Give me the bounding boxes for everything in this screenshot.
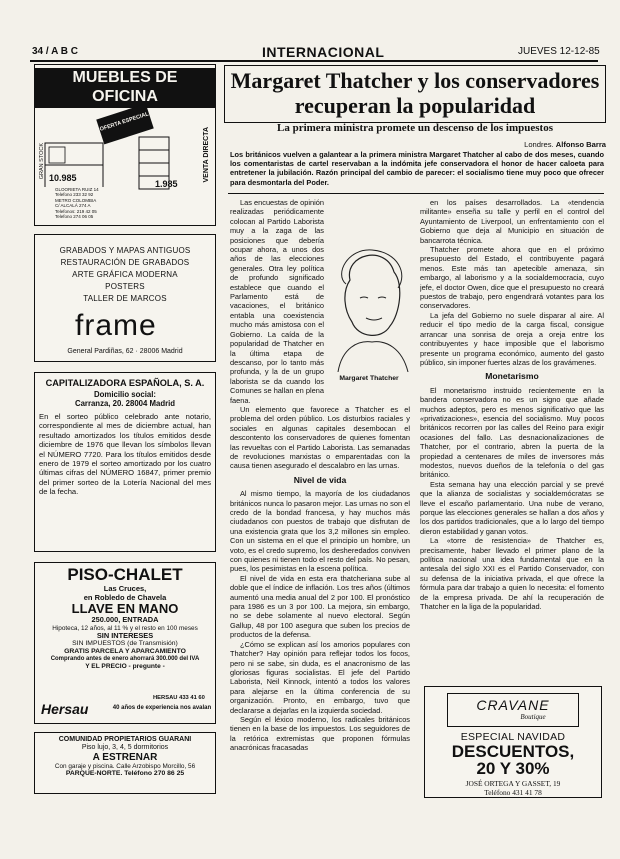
ad-furniture-side1: VENTA DIRECTA <box>203 127 210 183</box>
article-subhead: La primera ministra promete un descenso de los impuestos <box>276 122 553 134</box>
addr-line: GLOORIETA RUIZ 14 <box>55 187 99 192</box>
ad-furniture-price1: 10.985 <box>49 173 77 183</box>
col1-p5: ¿Cómo se explican así los amorios populares con Thatcher? Hay opinión para reflejar todos los focos, pero ni se sabe, sin duda, es el anacronismo de las gloriosas figuras socialistas. El jefe del Partido Laborista, Neil Kinnock, intentó a todos los valores para alejarse en la última conferencia de su organización. Pronto, en embargo, tuvo que declararse a dejarlas en la izquierda sociedad. <box>230 639 410 715</box>
addr-line: METRO COLOMBIA <box>55 197 97 203</box>
ad-guarani-l1: COMUNIDAD PROPIETARIOS GUARANI <box>58 736 192 743</box>
page-number: 34 / A B C <box>32 46 78 57</box>
cravane-l3: 20 Y 30% <box>476 759 550 778</box>
ad-office-furniture <box>34 64 216 226</box>
ad-furniture-line1: MUEBLES DE <box>72 69 178 86</box>
ad-furniture-address <box>55 187 99 219</box>
ad-cap-addr: Carranza, 20. 28004 Madrid <box>74 399 176 408</box>
cravane-sub: Boutique <box>520 713 546 721</box>
ad-piso-l6: SIN INTERESES <box>96 631 154 640</box>
portrait-icon <box>328 244 410 372</box>
ad-piso-l9: Comprando antes de enero ahorrará 300.000 del IVA <box>50 656 200 663</box>
cravane-logo <box>447 693 579 727</box>
article-column-1 <box>230 198 410 858</box>
ad-frame-gallery <box>34 234 216 362</box>
ad-guarani-l4: Con garaje y piscina. Calle Arzobispo Morcillo, 56 <box>54 763 196 770</box>
ad-piso-l4: 250.000, ENTRADA <box>91 615 159 625</box>
col2-p5: Esta semana hay una elección parcial y se prevé que la alianza de socialistas y socialdemócratas se lleve el escaño parlamentario. Una nube de verano, porque las elecciones generales se hallan a dos años y los dos partidos tradicionales, que a lo largo del tiempo dieron estabilidad y ganan votos. <box>420 479 604 536</box>
photo-caption: Margaret Thatcher <box>339 375 399 383</box>
ad-cap-body: En el sorteo público celebrado ante notario, correspondiente al mes de diciembre actual, han resultado amortizados los títulos emitidos desde diciembre de 1976 que llevan los símbolos llevan el NÚMERO 7720. Para los títulos emitidos desde enero de 1979 el sorteo amortizado por los cuatro últimas cifras del NÚMERO 16847, primer premio del primer sorteo de la Lotería Nacional del mes de la fecha. <box>39 412 211 497</box>
headline-line1: Margaret Thatcher y los conservadores <box>230 68 600 93</box>
ad-piso-chalet <box>34 562 216 724</box>
ad-frame-line: POSTERS <box>105 282 145 291</box>
addr-line: Telefono 274 06 05 <box>55 214 94 220</box>
ad-guarani-l2: Piso lujo, 3, 4, 5 dormitorios <box>81 744 169 751</box>
col2-p1: en los países desarrollados. La «tendencia militante» enseña su talle y perfil en el control del Ayuntamiento de Liverpool, un enfrentamiento con el Gobierno que deja al Municipio en situación de bancarrota técnica. <box>420 198 604 245</box>
col1-p1: Las encuestas de opinión realizadas periódicamente colocan al Partido Laborista muy a la zaga de las posiciones que debería ocupar ahora, a unos dos años de las elecciones generales. Otra ley política de profundo significado establece que cuando el Parlamento está de vacaciones, el británico entabla una coexistencia mucho más amistosa con el Gobierno. La caída de la popularidad de Thatcher en la última etapa de descanso, por lo tanto más profunda, y la de un grupo laborista se da cuando los Comunes se hallan en plena faena. <box>230 198 324 405</box>
ad-piso-brand: Hersau <box>41 701 89 717</box>
col2-p3: La jefa del Gobierno no suele disparar al aire. Al reducir el tipo medio de la carga fiscal, consigue arrancar una sonrisa de oreja a oreja entre los contribuyentes y hace imposible que el laborismo presente un programa económico, aumento del gasto público, sin imponer fuertes alzas de los gravámenes. <box>420 310 604 367</box>
col2-p6: La «torre de resistencia» de Thatcher es, precisamente, haber llevado el primer plano de la política nacional una idea fundamental que en la antesala del siglo XXI es el Partido Conservador, con su defensa de la iniciativa privada, el que ofrece la fórmula para dar trabajo a quien lo necesita: el fomento de la empresa privada. De ahí la recuperación de Thatcher en la liga de la popularidad. <box>420 536 604 612</box>
ad-frame-address: General Pardiñas, 62 · 28006 Madrid <box>67 348 183 355</box>
ad-frame-line: RESTAURACIÓN DE GRABADOS <box>60 258 190 267</box>
ad-furniture-price2: 1.985 <box>155 179 178 189</box>
ad-guarani <box>34 732 216 794</box>
col1-p4: El nivel de vida en esta era thatcheriana sube al doble que el índice de inflación. Los tres años (últimos aumentó una media anual del 2 por 100. El pronóstico para 1986 es un 3 por 100. La mejora, sin embargo, no se debe solamente al nuevo electoral. Según Gallup, 48 por 100 asegura que suben los precios de productos de la defensa. <box>230 573 410 640</box>
ad-piso-l5: Hipoteca, 12 años, al 11 % y el resto en 100 meses <box>52 624 198 632</box>
thatcher-photo <box>328 244 410 386</box>
ad-piso-l8: GRATIS PARCELA Y APARCAMIENTO <box>64 648 186 656</box>
section-title: INTERNACIONAL <box>262 44 385 60</box>
col2-p4: El monetarismo instruido recientemente en la bandera conservadora no es un signo que añade muchos adeptos, pero es menos significativo que las «privatizaciones», esencia del socialismo. Muy pocos británicos recorren por las calles del Reino para exigir ocasiones del fallo. Las desnacionalizaciones de Thatcher, por el contrario, abren la puerta de la propiedad a centenares de miles de inversores más modestos, nuevos dueños de la telefonía o del gas británico. <box>420 385 604 480</box>
byline-author: Alfonso Barra <box>555 140 606 149</box>
byline-place: Londres. <box>524 140 554 149</box>
ad-piso-l10: Y EL PRECIO - pregunte - <box>85 663 165 671</box>
ad-piso-l1: Las Cruces, <box>103 584 147 593</box>
addr-line: Telefono 233 32 92 <box>55 192 94 198</box>
ad-frame-line: ARTE GRÁFICA MODERNA <box>72 270 178 279</box>
ad-piso-l2: en Robledo de Chavela <box>83 592 167 602</box>
cravane-l5: Teléfono 431 41 78 <box>484 788 542 797</box>
ad-piso-l3: LLAVE EN MANO <box>71 601 179 617</box>
col2-p2: Thatcher promete ahora que en el próximo presupuesto del Estado, el contribuyente pagará menos. Este más tan apetecible amenaza, sin embargo, al laborismo y a la socialdemocracia, cuyo jefe, el doctor Owen, dice que el presupuesto no creará puestos de trabajo, pero engendrará votantes para los conservadores. <box>420 245 604 311</box>
ad-cravane <box>424 686 602 798</box>
ad-guarani-l3: A ESTRENAR <box>92 752 158 763</box>
col1-subhead: Nivel de vida <box>293 474 347 485</box>
ad-frame-logo: frame <box>75 309 157 342</box>
addr-line: Telefonos: 219 42 05 <box>55 208 97 214</box>
ad-piso-l11: HERSAU 433 41 60 <box>153 695 205 701</box>
lead-rule <box>228 193 604 194</box>
cravane-l2: DESCUENTOS, <box>451 742 575 761</box>
ad-frame-line: TALLER DE MARCOS <box>83 294 167 303</box>
ad-furniture-promo: OFERTA ESPECIAL <box>96 104 153 145</box>
article-byline <box>450 140 606 149</box>
ad-furniture-side2: GRAN STOCK <box>39 143 45 180</box>
ad-capitalizadora <box>34 372 216 552</box>
ad-frame-services <box>35 245 215 305</box>
col1-p6: Según el léxico moderno, los radicales británicos tienen en la base de los impuestos. Los seguidores de la retórica extremistas que proponen fórmulas anacrónicas fracasadas <box>230 714 410 753</box>
ad-cap-sub: Domicilio social: <box>94 390 156 399</box>
col2-subhead: Monetarismo <box>485 371 539 382</box>
col1-p2: Un elemento que favorece a Thatcher es el problema del orden público. Los disturbios raciales y sociales en algunas capitales desembocan el descontento los conservadores de quienes fomentan las revueltas con el Partido Laborista. Las semanadas de revoluciones marxistas o emparentadas con la causa tienen asegurado el descalabro en las urnas. <box>230 404 410 471</box>
header-rule <box>30 60 598 62</box>
issue-date: JUEVES 12-12-85 <box>518 46 600 57</box>
cravane-l1: ESPECIAL NAVIDAD <box>460 731 566 743</box>
cravane-brand: CRAVANE <box>476 697 550 713</box>
ad-guarani-l5: PARQUE-NORTE. Teléfono 270 86 25 <box>65 770 185 778</box>
ad-furniture-title <box>35 68 215 108</box>
cravane-l4: JOSÉ ORTEGA Y GASSET, 19 <box>465 779 561 788</box>
ad-piso-l7: SIN IMPUESTOS (de Transmisión) <box>72 640 178 648</box>
ad-piso-l12: 40 años de experiencia nos avalan <box>112 705 212 711</box>
ad-piso-title: PISO-CHALET <box>67 565 183 584</box>
article-column-2 <box>420 198 604 674</box>
col1-p3: Al mismo tiempo, la mayoría de los ciudadanos británicos nunca lo pasaron mejor. Las urnas no son el credo de la bondad francesa, y hay muchos más ciudadanos con puestos de trabajo que disfrutan de una existencia grata que los 3,2 millones sin empleo. Con un sistema en el que el principio un hombre, un voto, es el credo supremo, los desheredados conviven con quienes ni tienen todo el resto del país. No pesan, pues, los pesimistas en la escena política. <box>230 489 410 574</box>
addr-line: C/ ALCALÁ 274 A <box>55 203 91 209</box>
headline-line2: recuperan la popularidad <box>294 93 536 118</box>
article-lead: Los británicos vuelven a galantear a la primera ministra Margaret Thatcher al cabo de dos meses, cuando los comentaristas de cartel reservaban a la indómita jefe conservadora el honor de hacer caloeta para entretener la jubilación. Razón principal del cambio de parecer: el socialismo tiene muy poco que ofrecer para desmontarla del Poder. <box>230 150 604 187</box>
ad-cap-title: CAPITALIZADORA ESPAÑOLA, S. A. <box>45 378 205 388</box>
article-headline <box>224 65 606 123</box>
ad-frame-line: GRABADOS Y MAPAS ANTIGUOS <box>59 246 191 255</box>
ad-furniture-line2: OFICINA <box>92 88 158 105</box>
